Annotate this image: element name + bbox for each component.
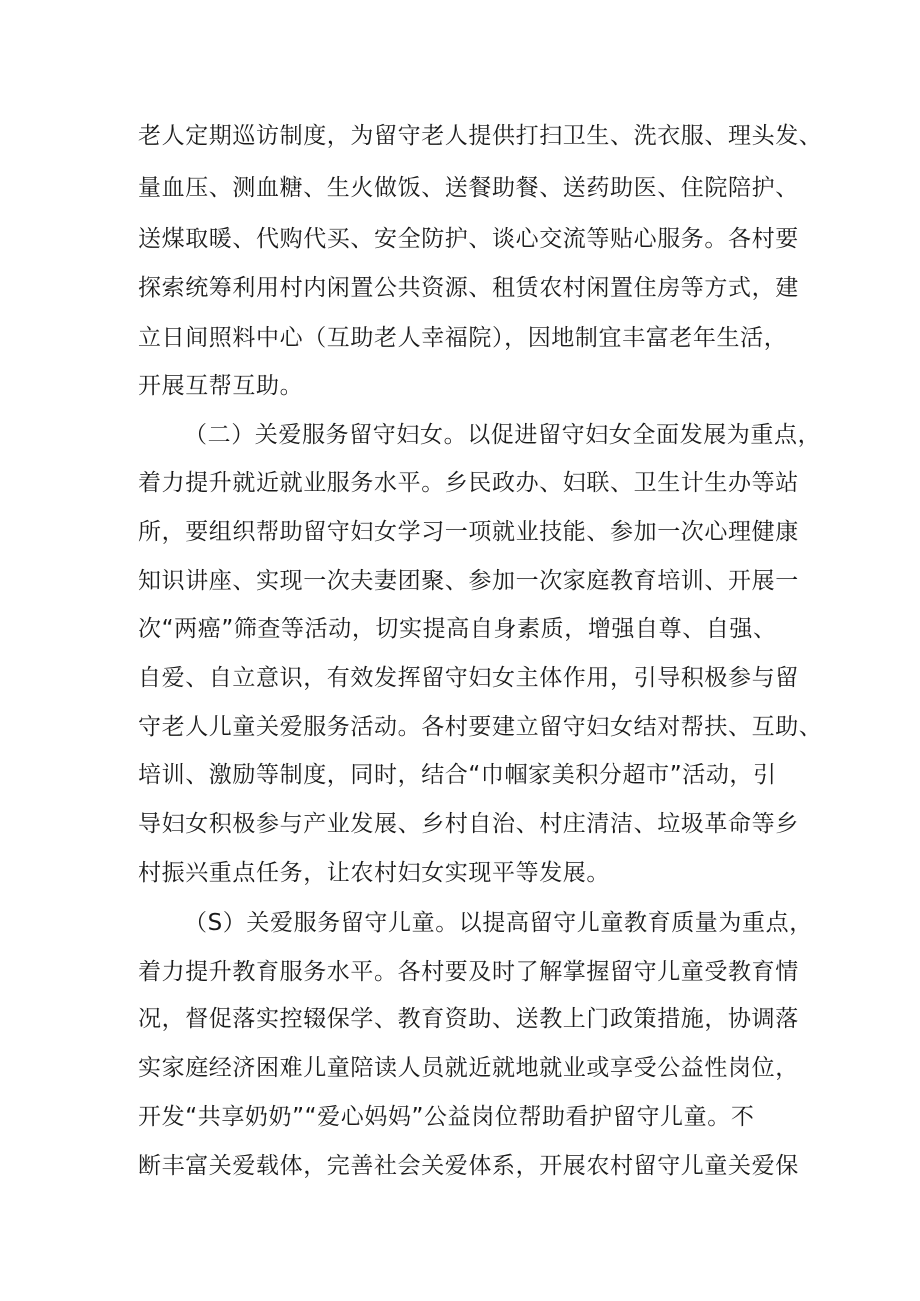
text-line: 开展互帮互助。 [138,373,304,399]
text-line: 探索统筹利用村内闲置公共资源、租赁农村闲置住房等方式，建 [138,275,799,301]
text-line: 况，督促落实控辍保学、教育资助、送教上门政策措施，协调落 [138,1006,799,1032]
text-line: 所，要组织帮助留守妇女学习一项就业技能、参加一次心理健康 [138,519,799,545]
text-line: 知识讲座、实现一次夫妻团聚、参加一次家庭教育培训、开展一 [138,568,799,594]
text-line: 培训、激励等制度，同时，结合“巾帼家美积分超市”活动，引 [138,762,777,788]
text-line: 次“两癌”筛查等活动，切实提高自身素质，增强自尊、自强、 [138,616,777,642]
text-line: 老人定期巡访制度，为留守老人提供打扫卫生、洗衣服、理头发、 [138,123,823,149]
text-line: 实家庭经济困难儿童陪读人员就近就地就业或享受公益性岗位， [138,1055,799,1081]
text-line: 开发“共享奶奶”“爱心妈妈”公益岗位帮助看护留守儿童。不 [138,1104,755,1130]
text-line: 送煤取暖、代购代买、安全防护、谈心交流等贴心服务。各村要 [138,226,799,252]
text-line: 量血压、测血糖、生火做饭、送餐助餐、送药助医、住院陪护、 [138,175,799,201]
text-line: （S）关爱服务留守儿童。以提高留守儿童教育质量为重点， [184,910,813,936]
text-line: 断丰富关爱载体，完善社会关爱体系，开展农村留守儿童关爱保 [138,1153,799,1179]
text-line: 村振兴重点任务，让农村妇女实现平等发展。 [138,860,610,886]
text-line: 着力提升就近就业服务水平。乡民政办、妇联、卫生计生办等站 [138,470,799,496]
text-line: 自爱、自立意识，有效发挥留守妇女主体作用，引导积极参与留 [138,665,799,691]
text-line: （二）关爱服务留守妇女。以促进留守妇女全面发展为重点， [184,422,822,448]
text-line: 立日间照料中心（互助老人幸福院），因地制宜丰富老年生活， [138,325,788,351]
text-line: 守老人儿童关爱服务活动。各村要建立留守妇女结对帮扶、互助、 [138,714,823,740]
text-line: 导妇女积极参与产业发展、乡村自治、村庄清洁、垃圾革命等乡 [138,811,799,837]
text-line: 着力提升教育服务水平。各村要及时了解掌握留守儿童受教育情 [138,959,799,985]
